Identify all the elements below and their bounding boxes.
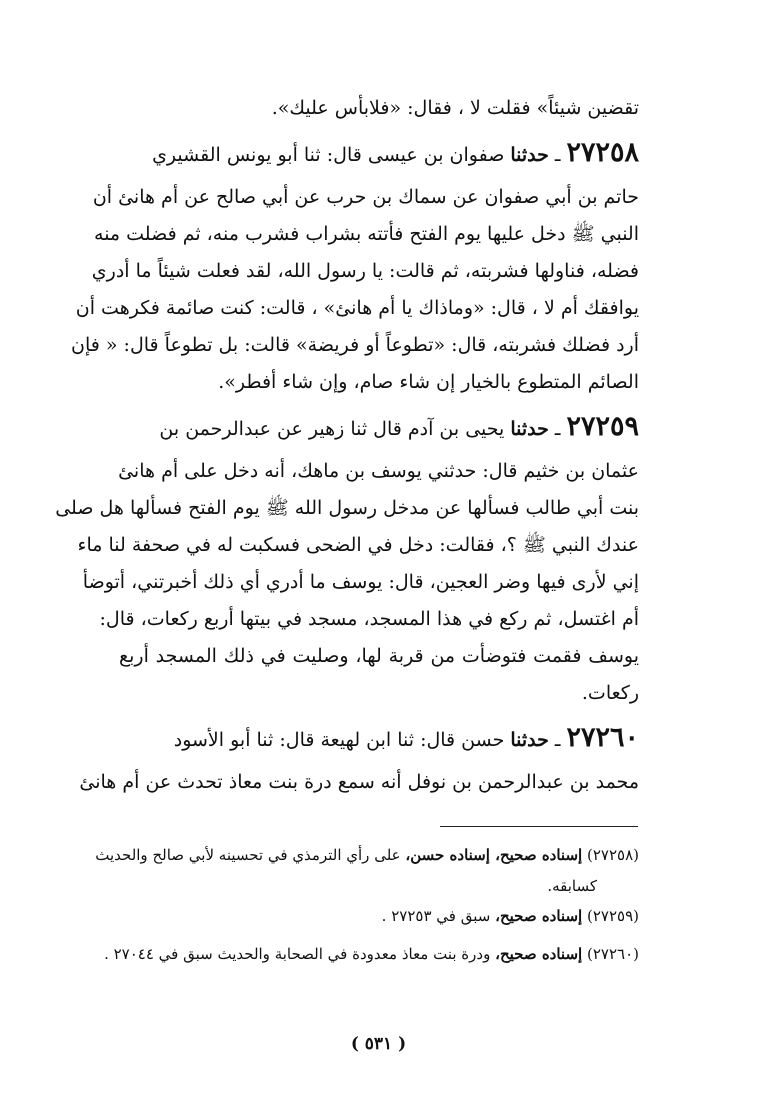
footnote-ref: (٢٧٢٥٩) <box>586 907 639 925</box>
footnote-ref: (٢٧٢٦٠) <box>586 945 639 963</box>
footnote-grade: إسناده صحيح، <box>495 907 583 925</box>
text-line-1: تقضين شيئاً» فقلت لا ، فقال: «فلابأس عليك». <box>271 97 639 119</box>
page-number: ( ٥٣١ ) <box>350 1034 407 1054</box>
footnote-text: كسابقه. <box>547 877 597 895</box>
footnote-27258-cont <box>547 874 639 898</box>
hadith-text: يحيى بن آدم قال ثنا زهير عن عبدالرحمن بن <box>159 418 505 440</box>
text-line-7: أرد فضلك فشربته، قال: «تطوعاً أو فريضة» قالت: بل تطوعاً قال: « فإن <box>71 334 639 356</box>
footnote-text: على رأي الترمذي في تحسينه لأبي صالح والحديث <box>95 846 401 864</box>
text-line-10: عثمان بن خثيم قال: حدثني يوسف بن ماهك، أنه دخل على أم هانئ <box>118 460 639 482</box>
hadith-keyword: حدثنا <box>510 418 549 440</box>
footnote-grade: إسناده صحيح، إسناده حسن، <box>405 846 583 864</box>
text-line-15: يوسف فقمت فتوضأت من قربة لها، وصليت في ذلك المسجد أربع <box>119 645 639 667</box>
footnote-text: ودرة بنت معاذ معدودة في الصحابة والحديث سبق في ٢٧٠٤٤ . <box>104 945 491 963</box>
hadith-keyword: حدثنا <box>510 729 549 751</box>
footnote-27258 <box>95 843 639 867</box>
footnote-text: سبق في ٢٧٢٥٣ . <box>381 907 491 925</box>
hadith-keyword: حدثنا <box>510 144 549 166</box>
text-line-18: محمد بن عبدالرحمن بن نوفل أنه سمع درة بنت معاذ تحدث عن أم هانئ <box>79 771 639 793</box>
text-line-4: النبي ﷺ دخل عليها يوم الفتح فأتته بشراب فشرب منه، ثم فضلت منه <box>94 223 639 245</box>
text-line-12: عندك النبي ﷺ ؟، فقالت: دخل في الضحى فسكبت له في صحفة لنا ماء <box>77 534 639 556</box>
text-line-5: فضله، فناولها فشربته، ثم قالت: يا رسول الله، لقد فعلت شيئاً ما أدري <box>91 260 639 282</box>
footnote-grade: إسناده صحيح، <box>495 945 583 963</box>
text-line-13: إني لأرى فيها وضر العجين، قال: يوسف ما أدري أي ذلك أخبرتني، أتوضأ <box>82 571 639 593</box>
hadith-number: ٢٧٢٥٨ <box>566 137 639 168</box>
hadith-text: حسن قال: ثنا ابن لهيعة قال: ثنا أبو الأسود <box>173 729 505 751</box>
footnote-ref: (٢٧٢٥٨) <box>586 846 639 864</box>
text-line-16: ركعات. <box>581 682 639 704</box>
hadith-number: ٢٧٢٥٩ <box>566 411 639 442</box>
text-line-3: حاتم بن أبي صفوان عن سماك بن حرب عن أبي صالح عن أم هانئ أن <box>92 186 639 208</box>
hadith-27260-header: ٢٧٢٦٠ـ حدثناحسن قال: ثنا ابن لهيعة قال: ثنا أبو الأسود <box>173 722 639 753</box>
hadith-27259-header: ٢٧٢٥٩ـ حدثنايحيى بن آدم قال ثنا زهير عن عبدالرحمن بن <box>159 411 639 442</box>
footnote-27260 <box>104 942 639 966</box>
text-line-6: يوافقك أم لا ، قال: «وماذاك يا أم هانئ» ، قالت: كنت صائمة فكرهت أن <box>75 297 639 319</box>
hadith-number: ٢٧٢٦٠ <box>566 722 639 753</box>
footnote-separator <box>440 826 638 827</box>
hadith-27258-header: ٢٧٢٥٨ـ حدثناصفوان بن عيسى قال: ثنا أبو يونس القشيري <box>152 137 639 168</box>
text-line-14: أم اغتسل، ثم ركع في هذا المسجد، مسجد في بيتها أربع ركعات، قال: <box>99 608 639 630</box>
text-line-8: الصائم المتطوع بالخيار إن شاء صام، وإن شاء أفطر». <box>218 371 639 393</box>
footnote-27259 <box>382 904 639 928</box>
text-line-11: بنت أبي طالب فسألها عن مدخل رسول الله ﷺ يوم الفتح فسألها هل صلى <box>55 497 639 519</box>
hadith-text: صفوان بن عيسى قال: ثنا أبو يونس القشيري <box>152 144 505 166</box>
